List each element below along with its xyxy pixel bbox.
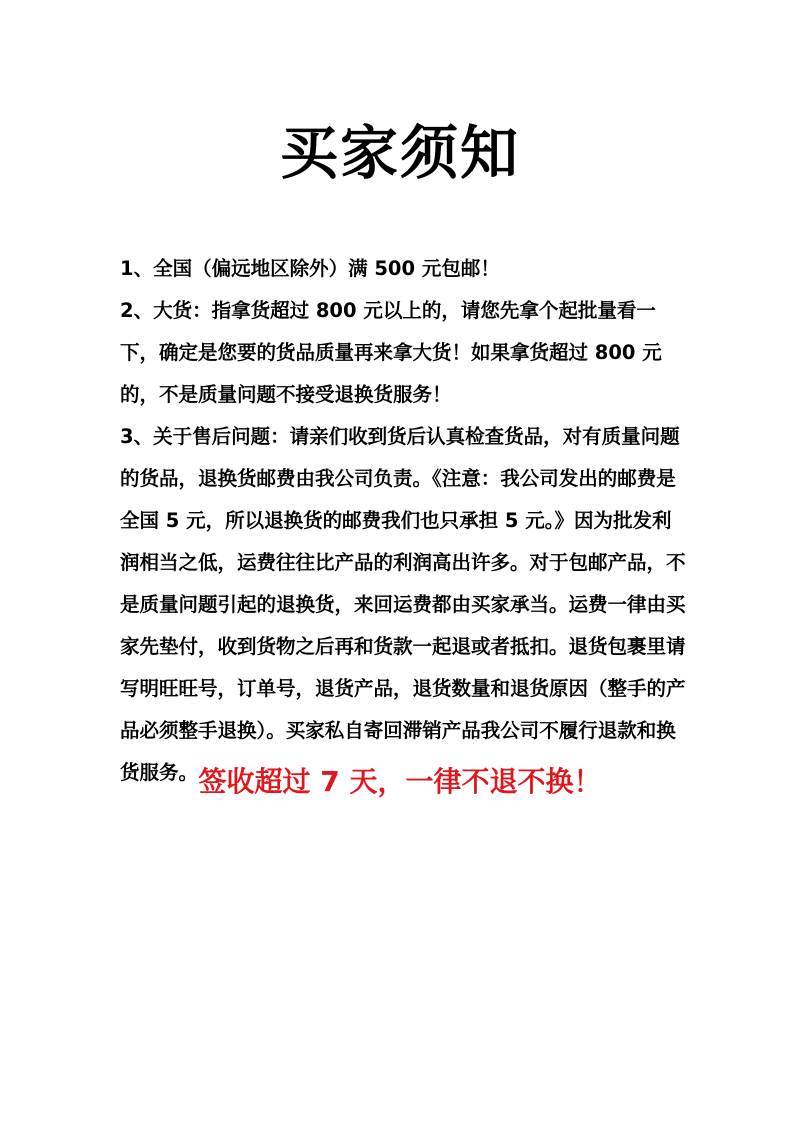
page-title: 买家须知: [279, 119, 520, 187]
notice-item-bulk-order: 2、大货：指拿货超过 800 元以上的，请您先拿个起批量看一下，确定是您要的货品质量再来拿大货！如果拿货超过 800 元的，不是质量问题不接受退换货服务！: [120, 299, 662, 406]
notice-item-after-sales: 3、关于售后问题：请亲们收到货后认真检查货品，对有质量问题的货品，退换货邮费由我公司负责。《注意：我公司发出的邮费是全国 5 元，所以退换货的邮费我们也只承担 5 元。》因为批发利润相当之低，运费往往比产品的利润高出许多。对于包邮产品，不是质量问题引起的退换货，来回运费都由买家承当。运费一律由买家先垫付，收到货物之后再和货款一起退或者抵扣。退货包裹里请写明旺旺号，订单号，退货产品，退货数量和退货原因（整手的产品必须整手退换）。买家私自寄回滞销产品我公司不履行退款和换货服务。: [120, 425, 686, 784]
notice-body: [120, 248, 686, 794]
notice-item-shipping: 1、全国（偏远地区除外）满 500 元包邮！: [120, 257, 500, 280]
return-policy-warning: 签收超过 7 天，一律不退不换！: [198, 765, 602, 798]
